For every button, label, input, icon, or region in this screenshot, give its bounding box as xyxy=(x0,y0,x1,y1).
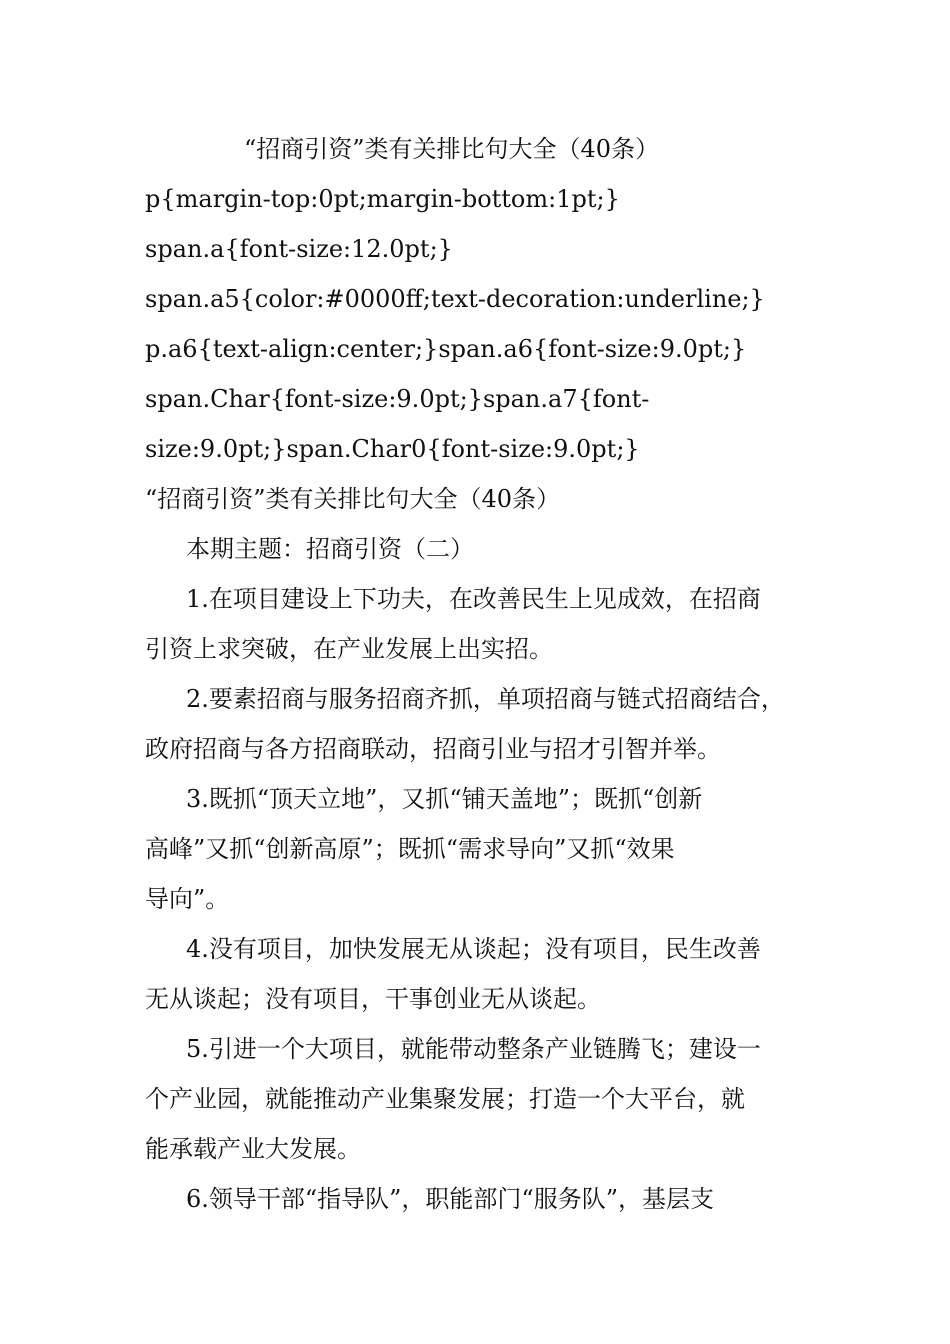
item-5-line-3: 能承载产业大发展。 xyxy=(145,1135,361,1163)
item-3-line-3: 导向”。 xyxy=(145,885,230,913)
item-6-line-1: 6.领导干部“指导队”，职能部门“服务队”，基层支 xyxy=(186,1185,714,1213)
item-5-line-2: 个产业园，就能推动产业集聚发展；打造一个大平台，就 xyxy=(145,1085,745,1113)
item-2-line-2: 政府招商与各方招商联动，招商引业与招才引智并举。 xyxy=(145,735,721,763)
css-residue-line: span.a5{color:#0000ff;text-decoration:underline;} xyxy=(145,285,765,313)
item-1-line-2: 引资上求突破，在产业发展上出实招。 xyxy=(145,635,553,663)
css-residue-line: span.a{font-size:12.0pt;} xyxy=(145,235,453,263)
document-heading: “招商引资”类有关排比句大全（40条） xyxy=(145,485,561,513)
item-1-line-1: 1.在项目建设上下功夫，在改善民生上见成效，在招商 xyxy=(186,585,761,613)
item-3-line-1: 3.既抓“顶天立地”，又抓“铺天盖地”；既抓“创新 xyxy=(186,785,703,813)
item-3-line-2: 高峰”又抓“创新高原”；既抓“需求导向”又抓“效果 xyxy=(145,835,675,863)
theme-line: 本期主题：招商引资（二） xyxy=(186,535,474,563)
css-residue-line: span.Char{font-size:9.0pt;}span.a7{font- xyxy=(145,385,650,413)
css-residue-line: size:9.0pt;}span.Char0{font-size:9.0pt;} xyxy=(145,435,640,463)
item-2-line-1: 2.要素招商与服务招商齐抓，单项招商与链式招商结合， xyxy=(186,685,785,713)
document-title: “招商引资”类有关排比句大全（40条） xyxy=(244,135,660,163)
item-4-line-1: 4.没有项目，加快发展无从谈起；没有项目，民生改善 xyxy=(186,935,761,963)
item-5-line-1: 5.引进一个大项目，就能带动整条产业链腾飞；建设一 xyxy=(186,1035,761,1063)
item-4-line-2: 无从谈起；没有项目，干事创业无从谈起。 xyxy=(145,985,601,1013)
css-residue-line: p{margin-top:0pt;margin-bottom:1pt;} xyxy=(145,185,620,213)
css-residue-line: p.a6{text-align:center;}span.a6{font-size:9.0pt;} xyxy=(145,335,747,363)
